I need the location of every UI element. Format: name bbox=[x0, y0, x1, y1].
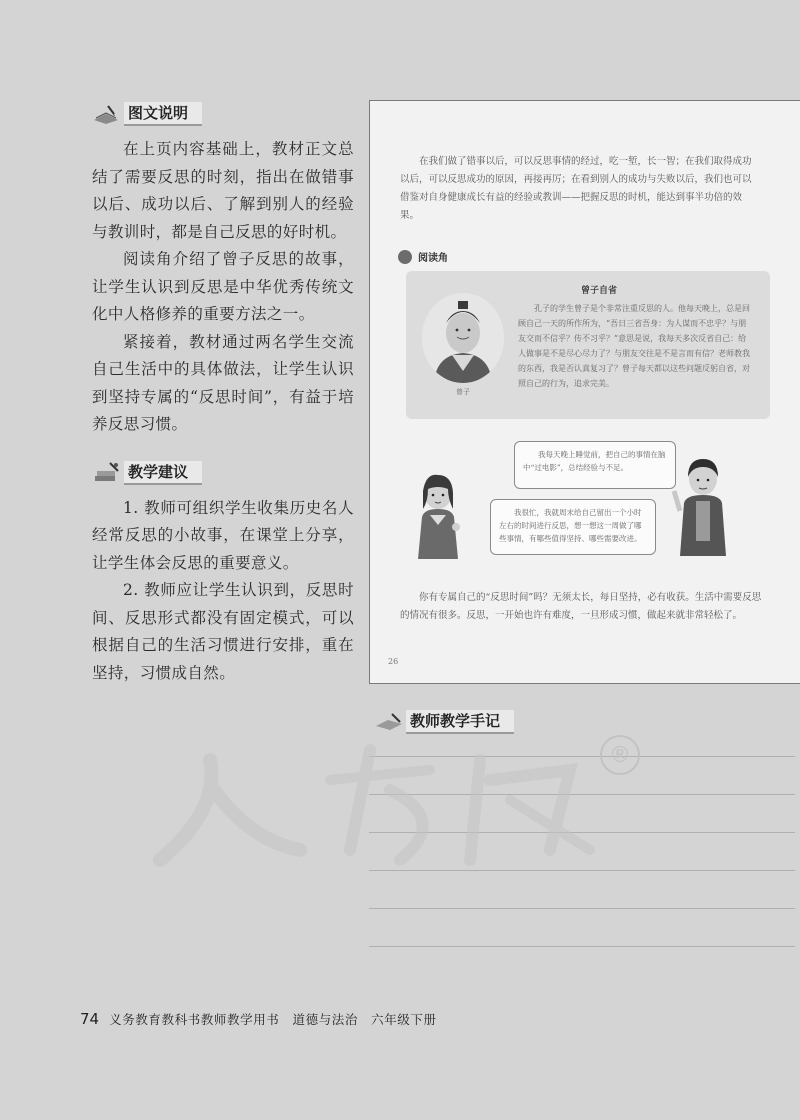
girl-illustration bbox=[408, 469, 468, 559]
boy-illustration bbox=[672, 451, 734, 556]
page-footer bbox=[80, 1010, 437, 1028]
note-line bbox=[369, 946, 795, 947]
speech-bubble: 我每天晚上睡觉前，把自己的事情在脑中“过电影”，总结经验与不足。 bbox=[514, 441, 676, 489]
section-header-suggestions bbox=[92, 459, 354, 487]
books-pen-icon bbox=[92, 461, 122, 485]
book-title: 义务教育教科书教师教学用书 道德与法治 六年级下册 bbox=[109, 1012, 437, 1027]
section-title: 图文说明 bbox=[124, 102, 202, 126]
portrait-caption: 曾子 bbox=[456, 388, 470, 396]
story-box bbox=[406, 271, 770, 419]
paragraph: 在上页内容基础上，教材正文总结了需要反思的时刻，指出在做错事以后、成功以后、了解到别人的经验与教训时，都是自己反思的好时机。 bbox=[92, 140, 354, 241]
page-number: 74 bbox=[80, 1010, 100, 1028]
paragraph: 2. 教师应让学生认识到，反思时间、反思形式都没有固定模式，可以根据自己的生活习惯进行安排，重在坚持，习惯成自然。 bbox=[92, 581, 354, 682]
reading-corner-title: 阅读角 bbox=[418, 253, 448, 264]
story-title: 曾子自省 bbox=[581, 286, 618, 296]
reading-corner-header bbox=[398, 249, 448, 264]
publisher-watermark bbox=[150, 730, 670, 870]
textbook-outro-text: 你有专属自己的“反思时间”吗？无须太长，每日坚持，必有收获。生活中需要反思的情况有很多。反思，一开始也许有难度，一旦形成习惯，做起来就非常轻松了。 bbox=[400, 592, 762, 621]
textbook-page-number: 26 bbox=[388, 657, 399, 666]
reading-corner-icon bbox=[398, 250, 412, 264]
paragraph: 1. 教师可组织学生收集历史名人经常反思的小故事，在课堂上分享，让学生体会反思的重要意义。 bbox=[92, 498, 354, 572]
section-header-explanation bbox=[92, 100, 354, 128]
textbook-page-image bbox=[369, 100, 800, 684]
note-line bbox=[369, 870, 795, 871]
paragraph: 紧接着，教材通过两名学生交流自己生活中的具体做法，让学生认识到坚持专属的“反思时间”，有益于培养反思习惯。 bbox=[92, 332, 354, 433]
notes-title: 教师教学手记 bbox=[406, 710, 514, 734]
pen-book-icon bbox=[92, 102, 122, 126]
section-title: 教学建议 bbox=[124, 461, 202, 485]
paragraph: 阅读角介绍了曾子反思的故事，让学生认识到反思是中华优秀传统文化中人格修养的重要方法之一。 bbox=[92, 250, 354, 323]
zengzi-portrait bbox=[422, 293, 504, 383]
story-text: 孔子的学生曾子是个非常注重反思的人。他每天晚上，总是回顾自己一天的所作所为，“吾日三省吾身：为人谋而不忠乎？与朋友交而不信乎？传不习乎？”意思是说，我每天多次反省自己：给人做事是不是尽心尽力了？与朋友交往是不是言而有信？老师教我的东西，我是否认真复习了？曾子每天都以这些问题反躬自省，对照自己的行为，追求完美。 bbox=[518, 304, 750, 388]
textbook-intro-text: 在我们做了错事以后，可以反思事情的经过，吃一堑，长一智；在我们取得成功以后，可以反思成功的原因，再接再厉；在看到别人的成功与失败以后，我们也可以借鉴对自身健康成长有益的经验或教训——把握反思的时机，能达到事半功倍的效果。 bbox=[400, 156, 752, 221]
speech-bubble: 我很忙，我就周末给自己留出一个小时左右的时间进行反思，想一想这一周做了哪些事情，有哪些值得坚持、哪些需要改进。 bbox=[490, 499, 656, 555]
registered-mark: ® bbox=[600, 735, 640, 775]
note-line bbox=[369, 908, 795, 909]
left-column bbox=[92, 100, 354, 687]
